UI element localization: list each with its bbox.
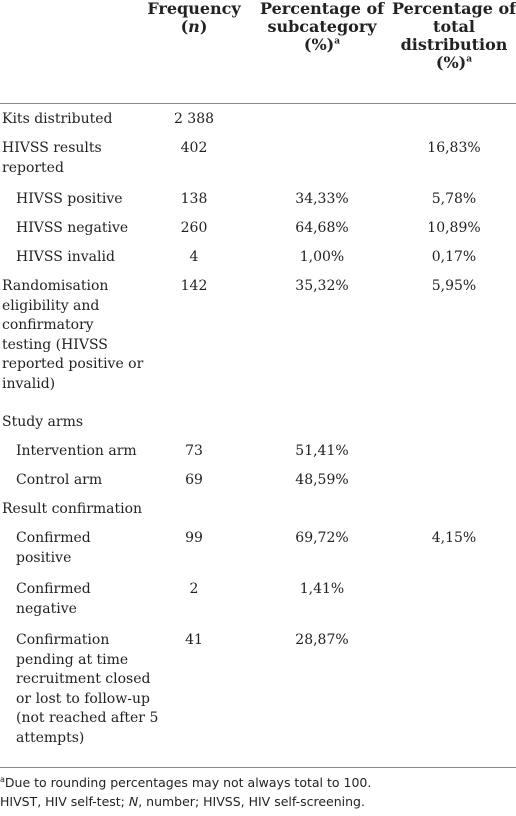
row-label-line: recruitment closed bbox=[16, 671, 151, 687]
header-frequency-label: Frequency bbox=[147, 0, 241, 18]
row-label-line: negative bbox=[16, 600, 77, 617]
row-label-line: reported bbox=[2, 159, 64, 176]
bottom-rule bbox=[0, 767, 516, 768]
footnote-abbrev-b: , number; HIVSS, HIV self-screening. bbox=[138, 794, 365, 809]
cell-pct-subcategory: 1,41% bbox=[299, 581, 345, 597]
table-header bbox=[0, 0, 516, 103]
cell-frequency: 73 bbox=[185, 443, 203, 459]
row-label bbox=[16, 580, 91, 619]
row-label bbox=[2, 139, 102, 178]
cell-frequency: 2 388 bbox=[173, 111, 215, 127]
row-label-line: attempts) bbox=[16, 729, 85, 746]
row-label bbox=[2, 277, 143, 394]
footnote-marker: a bbox=[0, 774, 5, 784]
cell-pct-total: 5,95% bbox=[431, 278, 477, 294]
row-label-line: testing (HIVSS bbox=[2, 336, 108, 353]
header-pct-sub-line2: subcategory bbox=[267, 17, 377, 36]
cell-frequency: 41 bbox=[185, 632, 203, 648]
row-label bbox=[16, 219, 128, 239]
header-pct-sub-line1: Percentage of bbox=[259, 0, 384, 18]
cell-pct-subcategory: 1,00% bbox=[299, 249, 345, 265]
row-label-line: invalid) bbox=[2, 375, 56, 392]
footnote-abbrev-a: HIVST, HIV self-test; bbox=[0, 794, 129, 809]
row-label bbox=[16, 248, 115, 268]
row-label-line: or lost to follow-up bbox=[16, 690, 150, 707]
cell-frequency: 402 bbox=[180, 140, 208, 156]
row-label-line: Randomisation bbox=[2, 278, 109, 294]
footnote-marker: a bbox=[334, 36, 341, 47]
row-label-line: confirmatory bbox=[2, 317, 94, 333]
row-label-line: Confirmed bbox=[16, 530, 91, 546]
row-label-line: pending at time bbox=[16, 651, 129, 668]
row-label bbox=[2, 500, 142, 520]
row-label bbox=[16, 631, 158, 748]
cell-frequency: 2 bbox=[189, 581, 199, 597]
cell-pct-subcategory: 64,68% bbox=[295, 220, 349, 236]
header-pct-total-line2: total bbox=[433, 17, 475, 36]
cell-pct-subcategory: 34,33% bbox=[295, 191, 349, 207]
footnote-marker: a bbox=[466, 54, 473, 65]
header-pct-subcategory bbox=[252, 0, 392, 54]
row-label bbox=[2, 413, 83, 433]
cell-frequency: 138 bbox=[180, 191, 208, 207]
row-label bbox=[16, 442, 137, 462]
cell-pct-subcategory: 35,32% bbox=[295, 278, 349, 294]
header-pct-sub-line3: (%) bbox=[303, 35, 335, 54]
row-label bbox=[16, 529, 91, 568]
footnote-line-2 bbox=[0, 792, 516, 811]
row-label-line: Kits distributed bbox=[2, 111, 113, 127]
cell-pct-total: 10,89% bbox=[427, 220, 481, 236]
header-rule bbox=[0, 103, 516, 104]
cell-pct-subcategory: 69,72% bbox=[295, 530, 349, 546]
footnote-line-1 bbox=[0, 773, 516, 792]
header-frequency: Frequency (n) bbox=[147, 0, 241, 36]
footnote-text-1: Due to rounding percentages may not always total to 100. bbox=[4, 775, 372, 790]
row-label bbox=[2, 110, 112, 130]
header-frequency-symbol: n bbox=[188, 17, 200, 36]
cell-frequency: 142 bbox=[180, 278, 208, 294]
row-label-line: eligibility and bbox=[2, 297, 100, 314]
header-pct-total bbox=[392, 0, 516, 72]
header-pct-total-line1: Percentage of bbox=[392, 0, 516, 18]
row-label-line: Control arm bbox=[16, 472, 103, 488]
cell-frequency: 4 bbox=[189, 249, 199, 265]
cell-frequency: 99 bbox=[185, 530, 203, 546]
row-label-line: Intervention arm bbox=[16, 443, 137, 459]
row-label-line: (not reached after 5 bbox=[16, 710, 159, 726]
cell-pct-total: 16,83% bbox=[427, 140, 481, 156]
row-label bbox=[16, 190, 123, 210]
cell-frequency: 69 bbox=[185, 472, 203, 488]
row-label-line: reported positive or bbox=[2, 356, 144, 372]
row-label-line: HIVSS results bbox=[2, 140, 102, 156]
cell-frequency: 260 bbox=[180, 220, 208, 236]
row-label-line: positive bbox=[16, 549, 72, 566]
table-footnote bbox=[0, 773, 516, 811]
row-label-line: Study arms bbox=[2, 414, 84, 430]
cell-pct-subcategory: 51,41% bbox=[295, 443, 349, 459]
cell-pct-total: 4,15% bbox=[431, 530, 477, 546]
cell-pct-subcategory: 28,87% bbox=[295, 632, 349, 648]
row-label bbox=[16, 471, 102, 491]
row-label-line: HIVSS invalid bbox=[16, 249, 115, 265]
footnote-abbrev-n: N bbox=[128, 794, 139, 809]
row-label-line: Confirmed bbox=[16, 581, 91, 597]
cell-pct-total: 5,78% bbox=[431, 191, 477, 207]
row-label-line: Result confirmation bbox=[2, 501, 143, 517]
row-label-line: Confirmation bbox=[16, 632, 110, 648]
row-label-line: HIVSS positive bbox=[16, 191, 123, 207]
header-pct-total-line4: (%) bbox=[435, 53, 467, 72]
header-pct-total-line3: distribution bbox=[400, 35, 508, 54]
cell-pct-total: 0,17% bbox=[431, 249, 477, 265]
cell-pct-subcategory: 48,59% bbox=[295, 472, 349, 488]
row-label-line: HIVSS negative bbox=[16, 220, 129, 236]
